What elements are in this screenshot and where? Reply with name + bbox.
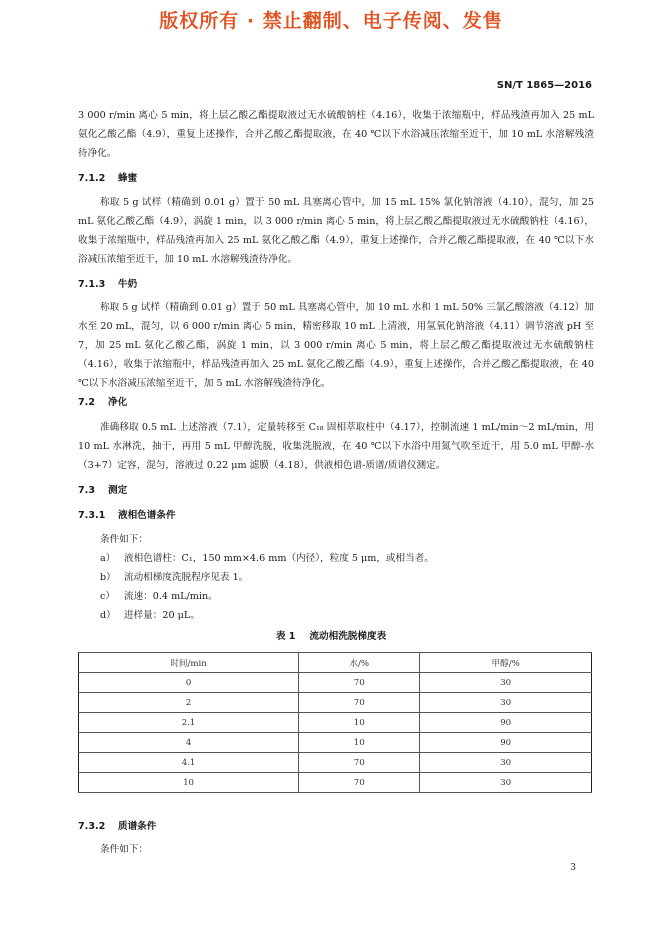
ms-conditions-list [100, 840, 148, 859]
cell-water: 70 [299, 773, 420, 793]
item-text: 进样量：20 μL。 [124, 610, 200, 621]
heading-7-3 [78, 482, 127, 496]
heading-7-3-2 [78, 818, 156, 832]
paragraph-cleanup: 准确移取 0.5 mL 上述溶液（7.1），定量转移至 C₁₈ 固相萃取柱中（4.17），控制流速 1 mL/min～2 mL/min，用 10 mL 水淋洗，抽干，再用 5 mL 甲醇洗脱，收集洗脱液，在 40 ℃以下水浴中用氮气吹至近干，用 5.0 mL 甲醇-水（3+7）定容，混匀，溶液过 0.22 μm 滤膜（4.18），供液相色谱-质谱/质谱仪测定。 [78, 422, 594, 471]
list-item [100, 606, 434, 625]
heading-7-3-1 [78, 507, 176, 521]
paragraph-honey: 称取 5 g 试样（精确到 0.01 g）置于 50 mL 具塞离心管中，加 15 mL 15% 氯化钠溶液（4.10），混匀，加 25 mL 氨化乙酸乙酯（4.9），涡旋 1 min，以 3 000 r/min 离心 5 min，将上层乙酸乙酯提取液过无水硫酸钠柱（4.16），收集于浓缩瓶中，样品残渣再加入 25 mL 氨化乙酸乙酯（4.9），重复上述操作，合并乙酸乙酯提取液，在 40 ℃以下水浴减压浓缩至近干，加 10 mL 水溶解残渣待净化。 [78, 197, 594, 265]
cell-time: 2.1 [79, 713, 299, 733]
cell-methanol: 30 [420, 753, 592, 773]
list-lead: 条件如下： [100, 844, 148, 855]
cell-water: 10 [299, 733, 420, 753]
section-number: 7.1.3 [78, 279, 106, 290]
list-lead: 条件如下： [100, 534, 148, 545]
cell-methanol: 30 [420, 673, 592, 693]
cell-methanol: 30 [420, 693, 592, 713]
standard-code: SN/T 1865—2016 [496, 80, 592, 91]
copyright-banner: 版权所有 · 禁止翻制、电子传阅、发售 [159, 10, 503, 32]
cell-methanol: 90 [420, 733, 592, 753]
table-row [79, 753, 592, 773]
heading-7-2 [78, 394, 127, 408]
section-number: 7.3.2 [78, 821, 106, 832]
item-text: 流动相梯度洗脱程序见表 1。 [124, 572, 249, 583]
section-title: 质谱条件 [118, 821, 157, 832]
table-row [79, 713, 592, 733]
item-text: 液相色谱柱：C₁，150 mm×4.6 mm（内径），粒度 5 μm，或相当者。 [124, 553, 434, 564]
paragraph-milk: 称取 5 g 试样（精确到 0.01 g）置于 50 mL 具塞离心管中，加 10 mL 水和 1 mL 50% 三氯乙酸溶液（4.12）加水至 20 mL，混匀，以 6 000 r/min 离心 5 min，精密移取 10 mL 上清液，用氢氧化钠溶液（4.11）调节溶液 pH 至 7，加 25 mL 氨化乙酸乙酯，涡旋 1 min，以 3 000 r/min 离心 5 min，将上层乙酸乙酯提取液过无水硫酸钠柱（4.16），收集于浓缩瓶中，样品残渣再加入 25 mL 氨化乙酸乙酯（4.9），重复上述操作，合并乙酸乙酯提取液，在 40 ℃以下水浴减压浓缩至近干，加 5 mL 水溶解残渣待净化。 [78, 302, 594, 389]
cell-water: 70 [299, 753, 420, 773]
item-marker: b） [100, 572, 116, 583]
item-marker: d） [100, 610, 116, 621]
section-number: 7.3.1 [78, 510, 106, 521]
cell-time: 0 [79, 673, 299, 693]
table-row [79, 693, 592, 713]
section-number: 7.3 [78, 485, 95, 496]
cell-time: 4 [79, 733, 299, 753]
section-number: 7.1.2 [78, 173, 106, 184]
cell-time: 2 [79, 693, 299, 713]
cell-water: 70 [299, 693, 420, 713]
header-methanol: 甲醇/% [420, 653, 592, 673]
section-title: 净化 [108, 397, 128, 408]
list-item [100, 568, 434, 587]
page-number: 3 [570, 863, 576, 873]
item-marker: a） [100, 553, 116, 564]
section-title: 蜂蜜 [118, 173, 138, 184]
cell-water: 10 [299, 713, 420, 733]
cell-time: 10 [79, 773, 299, 793]
cell-water: 70 [299, 673, 420, 693]
table-caption [0, 628, 662, 642]
list-item [100, 549, 434, 568]
heading-7-1-3 [78, 276, 137, 290]
cell-methanol: 90 [420, 713, 592, 733]
section-title: 牛奶 [118, 279, 138, 290]
cell-methanol: 30 [420, 773, 592, 793]
list-item [100, 587, 434, 606]
gradient-table [78, 652, 592, 793]
table-row [79, 673, 592, 693]
table-title: 流动相洗脱梯度表 [309, 631, 387, 642]
section-number: 7.2 [78, 397, 95, 408]
cell-time: 4.1 [79, 753, 299, 773]
intro-paragraph: 3 000 r/min 离心 5 min，将上层乙酸乙酯提取液过无水硫酸钠柱（4.16），收集于浓缩瓶中，样品残渣再加入 25 mL 氨化乙酸乙酯（4.9），重复上述操作，合并乙酸乙酯提取液，在 40 ℃以下水浴减压浓缩至近干，加 10 mL 水溶解残渣待净化。 [78, 110, 594, 159]
section-title: 测定 [108, 485, 128, 496]
table-row [79, 773, 592, 793]
table-header-row [79, 653, 592, 673]
lc-conditions-list [100, 530, 434, 625]
table-row [79, 733, 592, 753]
header-water: 水/% [299, 653, 420, 673]
heading-7-1-2 [78, 170, 137, 184]
section-title: 液相色谱条件 [118, 510, 176, 521]
item-text: 流速：0.4 mL/min。 [124, 591, 218, 602]
header-time: 时间/min [79, 653, 299, 673]
table-label: 表 1 [275, 631, 296, 642]
item-marker: c） [100, 591, 115, 602]
